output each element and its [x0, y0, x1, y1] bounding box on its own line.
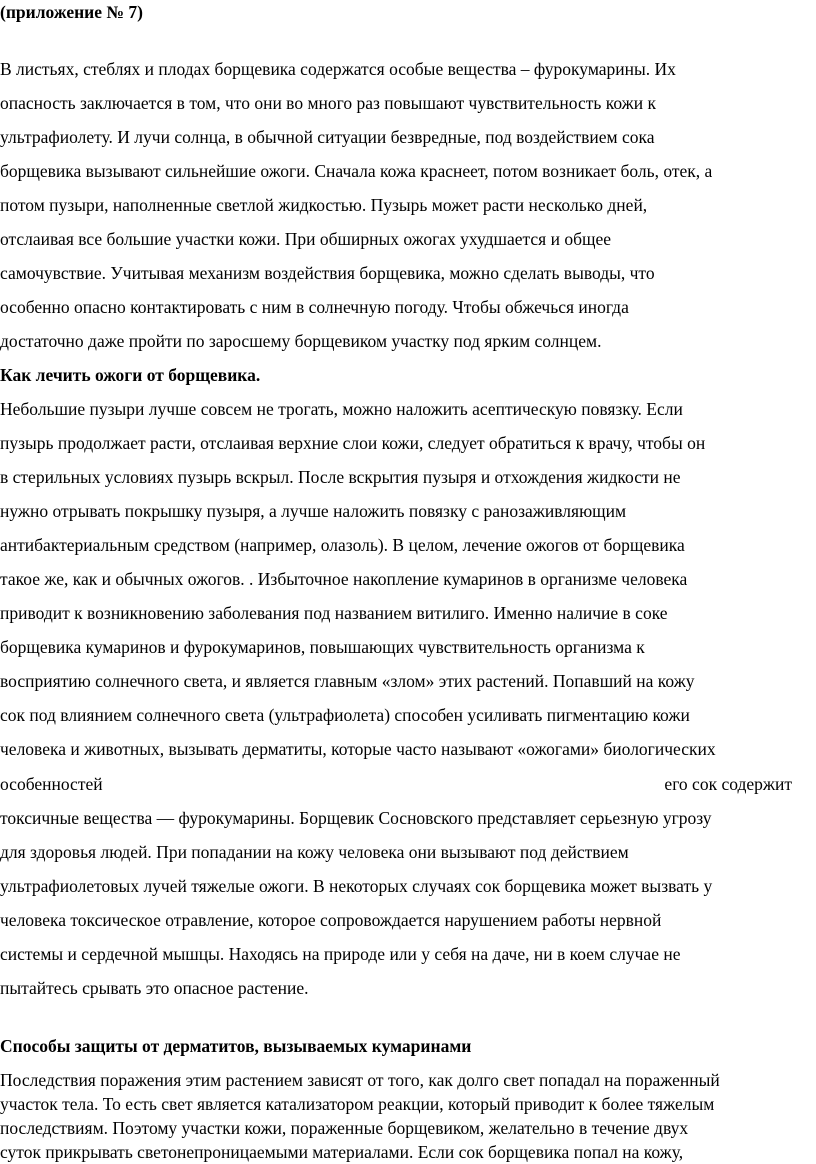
heading-treatment: Как лечить ожоги от борщевика. — [0, 365, 261, 385]
text-line: суток прикрывать светонепроницаемыми материалами. Если сок борщевика попал на кожу, — [0, 1142, 684, 1162]
appendix-label: (приложение № 7) — [0, 2, 143, 22]
text-line: сок под влиянием солнечного света (ультрафиолета) способен усиливать пигментацию кожи — [0, 705, 690, 725]
text-line: приводит к возникновению заболевания под названием витилиго. Именно наличие в соке — [0, 603, 668, 623]
heading-protection: Способы защиты от дерматитов, вызываемых кумаринами — [0, 1036, 472, 1056]
text-line: опасность заключается в том, что они во много раз повышают чувствительность кожи к — [0, 93, 657, 113]
text-line: в стерильных условиях пузырь вскрыл. После вскрытия пузыря и отхождения жидкости не — [0, 467, 681, 487]
text-line: пытайтесь срывать это опасное растение. — [0, 978, 309, 998]
text-line: системы и сердечной мышцы. Находясь на природе или у себя на даче, ни в коем случае не — [0, 944, 681, 964]
text-line: ультрафиолету. И лучи солнца, в обычной ситуации безвредные, под воздействием сока — [0, 127, 655, 147]
text-line: антибактериальным средством (например, олазоль). В целом, лечение ожогов от борщевика — [0, 535, 685, 555]
text-line: достаточно даже пройти по заросшему борщевиком участку под ярким солнцем. — [0, 331, 602, 351]
text-line: самочувствие. Учитывая механизм воздействия борщевика, можно сделать выводы, что — [0, 263, 655, 283]
split-line-left: особенностей — [0, 774, 103, 794]
text-line: человека и животных, вызывать дерматиты, которые часто называют «ожогами» биологических — [0, 739, 716, 759]
text-line: человека токсическое отравление, которое сопровождается нарушением работы нервной — [0, 910, 662, 930]
text-line: участок тела. То есть свет является катализатором реакции, который приводит к более тяжелым — [0, 1094, 715, 1114]
text-line: борщевика вызывают сильнейшие ожоги. Сначала кожа краснеет, потом возникает боль, отек, а — [0, 161, 713, 181]
text-line: особенно опасно контактировать с ним в солнечную погоду. Чтобы обжечься иногда — [0, 297, 629, 317]
text-line: восприятию солнечного света, и является главным «злом» этих растений. Попавший на кожу — [0, 671, 695, 691]
text-line: В листьях, стеблях и плодах борщевика содержатся особые вещества – фурокумарины. Их — [0, 59, 676, 79]
text-line: нужно отрывать покрышку пузыря, а лучше наложить повязку с ранозаживляющим — [0, 501, 627, 521]
text-line: ультрафиолетовых лучей тяжелые ожоги. В некоторых случаях сок борщевика может вызвать у — [0, 876, 713, 896]
text-line: Небольшие пузыри лучше совсем не трогать, можно наложить асептическую повязку. Если — [0, 399, 683, 419]
text-line: токсичные вещества — фурокумарины. Борщевик Сосновского представляет серьезную угрозу — [0, 808, 712, 828]
text-line: последствиям. Поэтому участки кожи, пораженные борщевиком, желательно в течение двух — [0, 1118, 689, 1138]
text-line: потом пузыри, наполненные светлой жидкостью. Пузырь может расти несколько дней, — [0, 195, 648, 215]
text-line: для здоровья людей. При попадании на кожу человека они вызывают под действием — [0, 842, 629, 862]
text-line: борщевика кумаринов и фурокумаринов, повышающих чувствительность организма к — [0, 637, 645, 657]
text-line: отслаивая все большие участки кожи. При обширных ожогах ухудшается и общее — [0, 229, 612, 249]
split-line — [0, 772, 816, 796]
text-line: пузырь продолжает расти, отслаивая верхние слои кожи, следует обратиться к врачу, чтобы он — [0, 433, 706, 453]
text-line: такое же, как и обычных ожогов. . Избыточное накопление кумаринов в организме человека — [0, 569, 688, 589]
text-line: Последствия поражения этим растением зависят от того, как долго свет попадал на пораженный — [0, 1070, 720, 1090]
split-line-right: его сок содержит — [664, 774, 792, 794]
